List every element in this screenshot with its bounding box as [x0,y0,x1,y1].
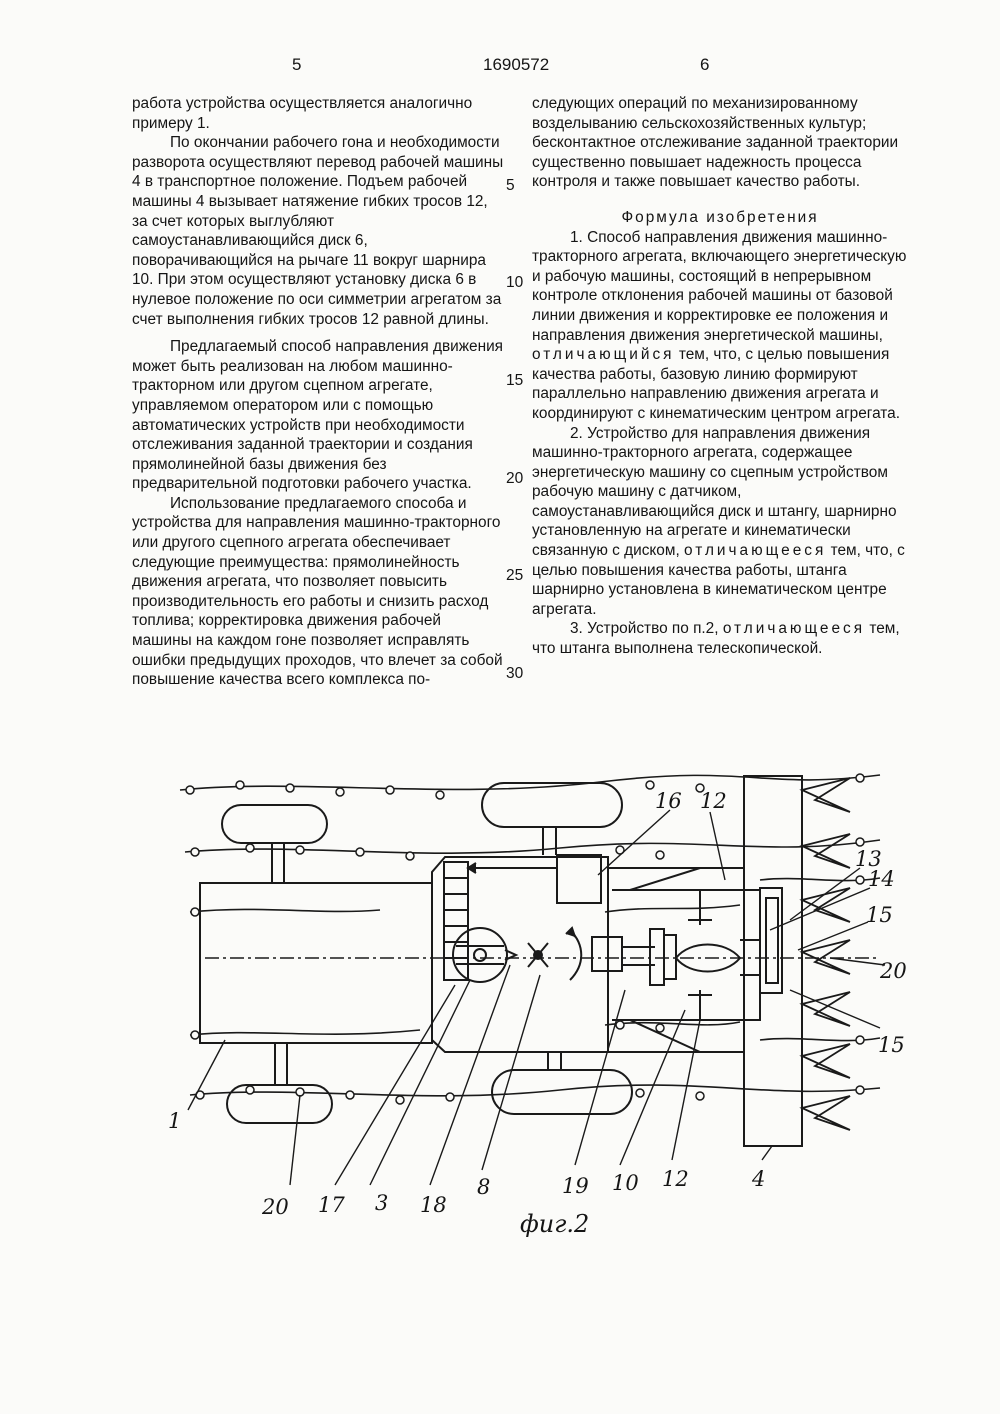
label-19: 19 [562,1174,589,1198]
wheel [227,1085,332,1123]
right-column [532,94,908,659]
line-number: 25 [506,567,524,584]
left-column [132,94,504,690]
label-20: 20 [262,1195,289,1219]
patent-number: 1690572 [483,55,550,74]
leader-lines [188,810,885,1185]
label-16: 16 [655,789,682,813]
page-number-right: 6 [700,55,710,74]
claim-keyword: отличающееся [684,542,827,560]
claim-1 [532,228,908,424]
claim-text: тем, что, с целью повышения качества работы, штанга шарнирно установлена в кинематическом центре агрегата. [532,542,905,618]
wheel [222,805,327,843]
label-8: 8 [477,1175,491,1199]
label-17: 17 [318,1193,345,1217]
figure-2-drawing [150,748,920,1238]
claim-text: 3. Устройство по п.2, [570,620,719,638]
label-14: 14 [868,867,895,891]
claim-2 [532,424,908,620]
label-10: 10 [612,1171,639,1195]
paragraph: работа устройства осуществляется аналогично примеру 1. [132,95,473,132]
claim-keyword: отличающийся [532,346,675,364]
claim-text: 2. Устройство для направления движения машинно-тракторного агрегата, содержащее энергетическую машину со сцепным устройством рабочую машину с датчиком, самоустанавливающийся диск и штангу, шарнирно установленную на агрегате и кинематически связанную с диском, [532,424,897,560]
paragraph: Предлагаемый способ направления движения может быть реализован на любом машинно-тракторном или другом сцепном агрегате, управляемом оператором или с помощью автоматических устройств при необходимости отслеживания заданной траектории и создания прямолинейной базы движения без предварительной подготовки рабочего участка. [132,338,504,493]
line-number: 20 [506,470,524,487]
line-number: 30 [506,665,524,682]
label-18: 18 [420,1193,447,1217]
label-12: 12 [700,789,727,813]
paragraph: Использование предлагаемого способа и устройства для направления машинно-тракторного или другого сцепного агрегата обеспечивает следующие преимущества: прямолинейность движения агрегата, что позволяет повысить производительность его работы и снизить расход топлива; корректировка движения рабочей машины на каждом гоне позволяет исправлять ошибки предыдущих проходов, что влечет за собой повышение качества всего комплекса по- [132,494,503,689]
paragraph: следующих операций по механизированному возделыванию сельскохозяйственных культур; бесконтактное отслеживание заданной траектории существенно повышает надежность процесса контроля и также повышает качество работы. [532,95,899,191]
label-20: 20 [880,959,907,983]
claim-text: 1. Способ направления движения машинно-тракторного агрегата, включающего энергетическую и рабочую машины, состоящий в непрерывном контроле отклонения рабочей машины от базовой линии движения и корректировке ее положения и направления движения энергетической машины, [532,228,907,344]
label-15: 15 [878,1033,905,1057]
tractor-body [200,883,432,1043]
label-3: 3 [375,1191,389,1215]
v-tines [802,778,850,1130]
label-13: 13 [855,847,882,871]
claim-text: тем, что штанга выполнена телескопической. [532,620,900,658]
claim-text: тем, что, с целью повышения качества работы, базовую линию формируют параллельно направлению движения агрегата и координируют с кинематическим центром агрегата. [532,346,901,422]
field-row-lines [180,775,880,1096]
paragraph: По окончании рабочего гона и необходимости разворота осуществляют перевод рабочей машины 4 в транспортное положение. Подъем рабочей машины 4 вызывает натяжение гибких тросов 12, за счет которых выглубляют самоустанавливающийся диск 6, поворачивающийся на рычаге 11 вокруг шарнира 10. При этом осуществляют установку диска 6 в нулевое положение по оси симметрии агрегатом за счет выполнения гибких тросов 12 равной длины. [132,134,504,328]
claim-3 [532,619,908,658]
formula-title: Формула изобретения [621,208,819,226]
page-number-left: 5 [292,55,302,74]
label-12: 12 [662,1167,689,1191]
line-number: 5 [506,177,515,194]
label-15: 15 [866,903,893,927]
figure-caption: фиг.2 [520,1210,590,1238]
wheel [492,1070,632,1114]
label-1: 1 [168,1109,182,1133]
claim-keyword: отличающееся [722,620,866,638]
line-number: 10 [506,274,524,291]
disk-3 [453,928,507,982]
line-number: 15 [506,372,524,389]
label-4: 4 [752,1167,766,1191]
